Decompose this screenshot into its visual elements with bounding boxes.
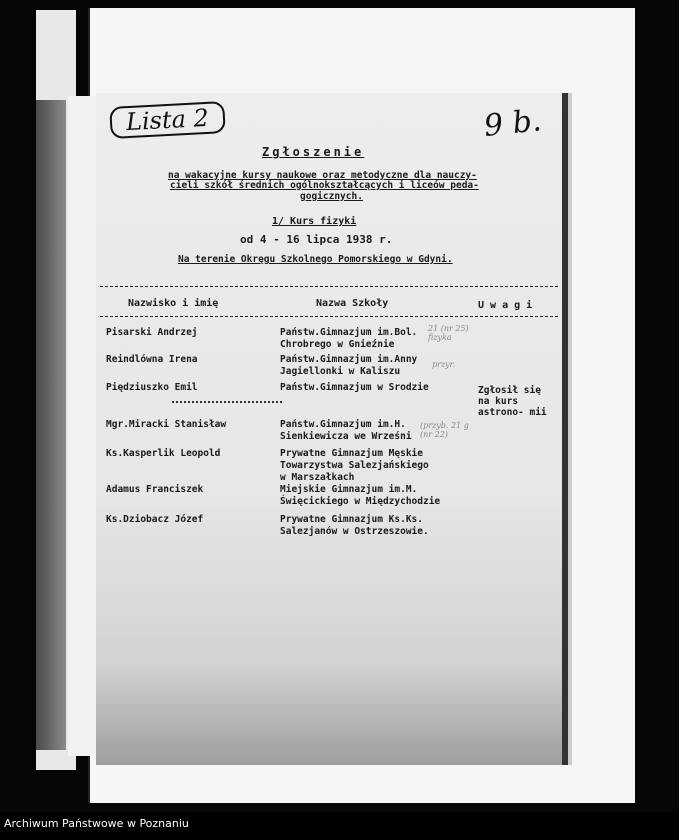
pencil-annotation: (przyb. 21 g (nr 22) [420, 421, 469, 439]
row-name: Ks.Kasperlik Leopold [106, 448, 221, 459]
handwritten-page-number: 9 b. [482, 103, 544, 144]
pencil-annotation: przyr. [432, 360, 456, 369]
table-header-rule [100, 316, 558, 317]
region-line: Na terenie Okręgu Szkolnego Pomorskiego w Gdyni. [178, 254, 453, 265]
course-dates: od 4 - 16 lipca 1938 r. [240, 233, 393, 246]
binding-shadow [36, 100, 66, 750]
subtitle-line-3: gogicznych. [300, 191, 363, 202]
column-header-notes: U w a g i [478, 300, 533, 311]
row-school: Prywatne Gimnazjum Ks.Ks. Salezjanów w Ostrzeszowie. [280, 514, 429, 537]
row-school: Państw.Gimnazjum w Srodzie [280, 382, 429, 393]
document-title: Zgłoszenie [262, 145, 365, 159]
column-header-school: Nazwa Szkoły [316, 298, 389, 309]
pencil-annotation: 21 (nr 25) fizyka [428, 324, 469, 342]
row-name: Piędziuszko Emil [106, 382, 198, 393]
row-school: Prywatne Gimnazjum Męskie Towarzystwa Salezjańskiego w Marszałkach [280, 448, 429, 483]
row-school: Państw.Gimnazjum im.Bol. Chrobrego w Gnieźnie [280, 327, 418, 350]
sheet-edge [68, 96, 99, 756]
row-school: Państw.Gimnazjum im.Anny Jagiellonki w Kaliszu [280, 354, 418, 377]
row-name: Mgr.Miracki Stanisław [106, 419, 227, 430]
row-name: Reindlówna Irena [106, 354, 198, 365]
handwritten-list-number: Lista 2 [109, 101, 225, 139]
row-note: Zgłosił się na kurs astrono- mii [478, 385, 547, 418]
row-name: Pisarski Andrzej [106, 327, 198, 338]
archive-caption: Archiwum Państwowe w Poznaniu [4, 817, 189, 830]
table-top-rule [100, 286, 558, 287]
column-header-name: Nazwisko i imię [128, 298, 219, 309]
course-name: 1/ Kurs fizyki [272, 216, 357, 227]
row-name: Ks.Dziobacz Józef [106, 514, 204, 525]
row-school: Miejskie Gimnazjum im.M. Święcickiego w Międzychodzie [280, 484, 441, 507]
subtitle-line-2: cieli szkół średnich ogólnokształcących i liceów peda- [170, 180, 479, 191]
row-name: Adamus Franciszek [106, 484, 204, 495]
row-school: Państw.Gimnazjum im.H. Sienkiewicza we Wrześni [280, 419, 412, 442]
strike-underline [172, 393, 282, 403]
subtitle-line-1: na wakacyjne kursy naukowe oraz metodyczne dla nauczy- [168, 170, 477, 181]
